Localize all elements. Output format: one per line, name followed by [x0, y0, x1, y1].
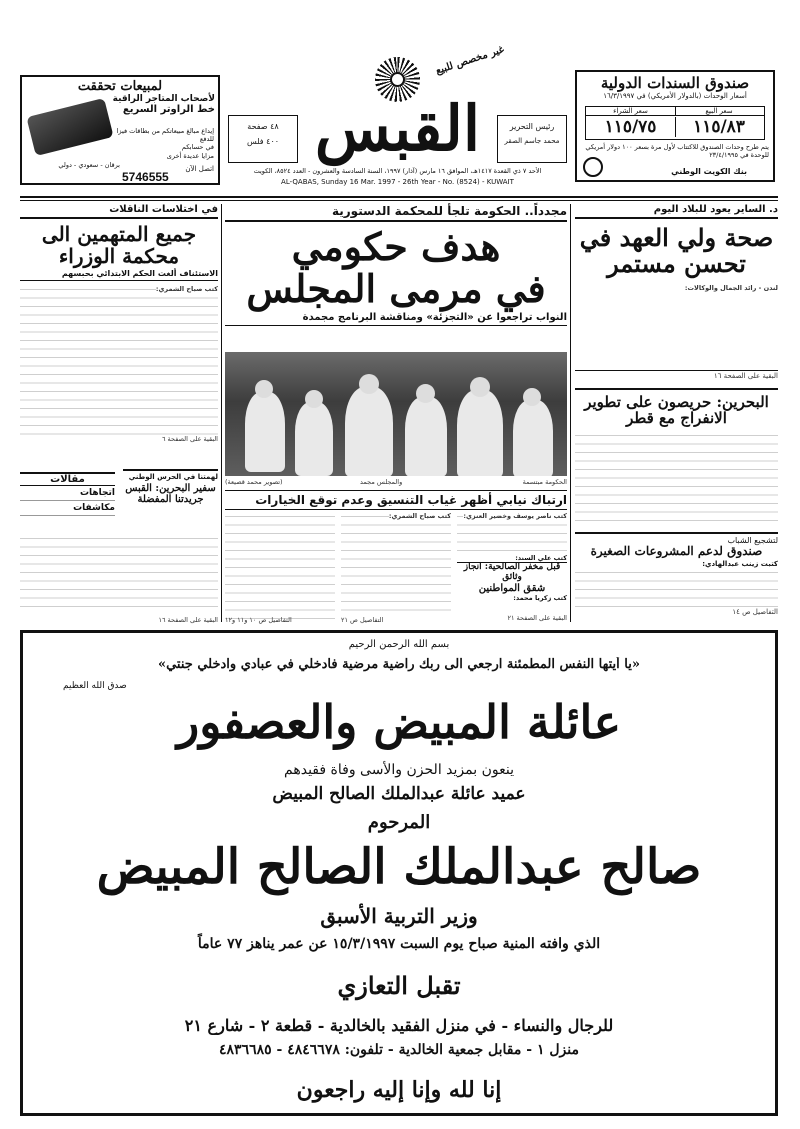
bond-fund-ad	[575, 70, 775, 182]
condolence-location: للرجال والنساء - في منزل الفقيد بالخالدية - قطعة ٢ - شارع ٢١	[184, 1017, 614, 1035]
condolence-address: منزل ١ - مقابل جمعية الخالدية - تلفون: ٤٨٤٦٦٧٨ - ٤٨٣٦٦٨٥	[219, 1043, 579, 1058]
condolence-heading: تقبل التعازي	[337, 971, 461, 1000]
photo-head-1	[255, 380, 273, 398]
bank-card-ad	[20, 75, 220, 185]
left-column	[20, 204, 218, 624]
ambassador-story	[123, 469, 218, 505]
photo-figure-6	[513, 400, 553, 476]
salhiya-story	[457, 554, 567, 624]
lead-subhead: النواب تراجعوا عن «التجزئة» ومناقشة البرنامج مجمدة	[225, 312, 567, 326]
lead-headline-2: في مرمى المجلس	[246, 265, 546, 311]
right-headline: صحة ولي العهد في تحسن مستمر	[579, 223, 774, 279]
bank-logo-icon	[583, 157, 603, 177]
right-kicker: د. الساير يعود للبلاد اليوم	[575, 204, 778, 219]
buy-price-value: ١١٥/٧٥	[586, 117, 676, 137]
masthead-rule-thin	[20, 200, 778, 201]
bond-fund-title: صندوق السندات الدولية	[600, 74, 750, 92]
bank-name: بنك الكويت الوطني	[671, 167, 747, 176]
right-continued: البقية على الصفحة ١٦	[575, 370, 778, 380]
right-body	[575, 284, 778, 370]
youth-headline: صندوق لدعم المشروعات الصغيرة	[590, 543, 763, 558]
photo-head-6	[523, 388, 541, 406]
masthead-center	[225, 44, 570, 190]
bahrain-headline: البحرين: حريصون على تطوير الانفراج مع قطر	[575, 388, 778, 427]
youth-continued: التفاصيل ص ١٤	[732, 607, 778, 616]
lead-byline-left: كتب ناصر يوسف وخضير العنزي:	[463, 512, 567, 520]
ambassador-headline: سفير البحرين: القبس جريدتنا المفضلة	[125, 483, 216, 505]
masthead-box-left	[228, 115, 298, 163]
salhiya-headline: قبل مخفر الصالحية: انجاز وثائق	[457, 562, 567, 583]
deceased-name: صالح عبدالملك الصالح المبيض	[96, 839, 702, 895]
lead-kicker: مجدداً.. الحكومة تلجأ للمحكمة الدستورية	[225, 204, 567, 222]
salhiya-byline: كتب علي السند:	[515, 554, 567, 562]
articles-label: مقالات	[20, 472, 115, 486]
quran-verse: «يا أيتها النفس المطمئنة ارجعي الى ربك راضية مرضية فادخلي في عبادي وادخلي جنتي»	[157, 657, 641, 672]
sun-emblem-core	[390, 72, 405, 87]
dateline-english: AL-QABAS, Sunday 16 Mar. 1997 - 26th Year - No. (8524) - KUWAIT	[281, 178, 514, 186]
phone-label: اتصل الآن	[185, 165, 214, 173]
masthead-box-right	[497, 115, 567, 163]
left-lower-body	[20, 534, 218, 614]
left-body	[20, 285, 218, 435]
sadaq-allah: صدق الله العظيم	[63, 681, 127, 691]
lead-headline-1: هدف حكومي	[291, 224, 501, 269]
left-headline: جميع المتهمين الى محكمة الوزراء	[41, 222, 197, 268]
photo-head-2	[305, 390, 323, 408]
dateline-arabic: الأحد ٧ ذي القعدة ١٤١٧هـ، الموافق ١٦ مارس (آذار) ١٩٩٧، السنة السادسة والعشرون - العدد ٨٥٢٤، الكويت	[253, 167, 542, 175]
newspaper-logo: القبس	[314, 92, 481, 165]
photo-head-5	[470, 377, 490, 397]
page-count: ٤٨ صفحة	[247, 122, 279, 131]
ambassador-intro: لهمتنا في الحرس الوطني	[123, 469, 218, 481]
lead-body-left	[225, 512, 335, 622]
youth-kicker: لتشجيع الشباب	[575, 532, 778, 545]
salhiya-continued: البقية على الصفحة ٢١	[507, 613, 567, 622]
mourn-line: ينعون بمزيد الحزن والأسى وفاة فقيدهم	[284, 762, 514, 778]
closing-verse: إنا لله وإنا إليه راجعون	[296, 1077, 502, 1103]
left-subhead: الاستئناف ألغت الحكم الابتدائي بحبسهم	[20, 269, 218, 281]
death-line: الذي وافته المنية صباح يوم السبت ١٥/٣/١٩٩٧ عن عمر يناهز ٧٧ عاماً	[197, 936, 601, 952]
article-item-1: اتجاهات	[20, 486, 115, 501]
youth-body	[575, 568, 778, 608]
photo-head-4	[416, 384, 435, 403]
parliament-photo	[225, 352, 567, 476]
lead-body-mid	[341, 512, 451, 617]
left-kicker: في اختلاسات الناقلات	[20, 204, 218, 219]
youth-byline: كتبت زينب عبدالهادي:	[702, 559, 778, 568]
lead-continued-b: التفاصيل ص ١٠ و١١ و١٢	[225, 616, 292, 624]
bank-card-bullet-2: في حسابكم	[181, 143, 214, 151]
lead-continued-a: التفاصيل ص ٢١	[341, 616, 384, 624]
obituary-notice	[20, 630, 778, 1116]
right-byline: لندن - رائد الجمال والوكالات:	[684, 283, 778, 292]
bank-card-bullet-3: مزايا عديدة أخرى	[166, 152, 214, 160]
lead-byline-mid: كتب صباح الشمري:	[388, 512, 451, 520]
late-label: المرحوم	[367, 812, 431, 833]
buy-price-label: سعر الشراء	[586, 107, 676, 116]
right-column	[575, 204, 778, 624]
photo-caption-left: والمجلس مجمد	[360, 478, 403, 486]
photo-caption-right: الحكومة مبتسمة	[522, 478, 567, 486]
lead-body-right	[457, 512, 567, 552]
salhiya-byline-2: كتب زكريا محمد:	[513, 593, 567, 602]
editor-label: رئيس التحرير	[509, 122, 555, 131]
deceased-title: وزير التربية الأسبق	[320, 904, 478, 928]
lead-story	[225, 204, 567, 624]
basmala: بسم الله الرحمن الرحيم	[348, 639, 450, 650]
photo-figure-2	[295, 402, 333, 476]
price: ٤٠٠ فلس	[246, 137, 280, 146]
article-item-2: مكاشفات	[20, 501, 115, 516]
masthead-rule	[20, 196, 778, 198]
left-byline: كتب صباح الشمري:	[155, 285, 218, 293]
photo-figure-3	[345, 387, 393, 476]
bank-card-ad-line1: لأصحاب المتاجر الراقية	[112, 94, 215, 105]
photo-figure-1	[245, 392, 285, 472]
lead-bottom-headline: ارتباك نيابي أظهر غياب التنسيق وعدم توقع الخيارات	[225, 490, 567, 510]
salhiya-headline-2: شقق المواطنين	[478, 582, 546, 594]
editor-name: محمد جاسم الصقر	[504, 137, 560, 145]
bahrain-body	[575, 431, 778, 526]
bank-card-ad-line2: خط الراوتر السريع	[122, 104, 215, 116]
right-column-divider	[570, 204, 571, 622]
photo-head-3	[359, 374, 379, 394]
bond-fund-price-table	[585, 106, 765, 140]
left-continued: البقية على الصفحة ٦	[161, 435, 218, 443]
family-dean-line: عميد عائلة عبدالملك الصالح المبيض	[272, 784, 526, 804]
photo-figure-5	[457, 390, 503, 476]
sell-price-value: ١١٥/٨٣	[693, 117, 745, 137]
left-column-divider	[221, 204, 222, 622]
bank-card-bullet-1: إيداع مبالغ مبيعاتكم من بطاقات فيزا للدفع	[116, 127, 214, 143]
phone-number: 5746555	[122, 170, 169, 184]
bond-fund-subtitle: أسعار الوحدات (بالدولار الأمريكي) في ١٦/٣/١٩٩٧	[603, 91, 747, 100]
left-continued-2: البقية على الصفحة ١٦	[158, 616, 218, 624]
family-name: عائلة المبيض والعصفور	[176, 695, 622, 749]
bank-card-ad-title: لمبيعات تحققت	[77, 79, 163, 94]
photo-credit: (تصوير محمد قصيعة)	[225, 478, 283, 486]
bond-fund-note: يتم طرح وحدات الصندوق للاكتتاب لأول مرة بسعر ١٠٠ دولار أمريكي للوحدة في ٢٣/٤/١٩٩٥	[585, 143, 769, 159]
articles-box	[20, 472, 115, 516]
bank-card-brand: برقان - سعودي - دولي	[58, 161, 120, 169]
photo-figure-4	[405, 397, 447, 476]
sell-price-label: سعر البيع	[674, 107, 764, 116]
not-for-sale-stamp: غير مخصص للبيع	[434, 44, 506, 77]
